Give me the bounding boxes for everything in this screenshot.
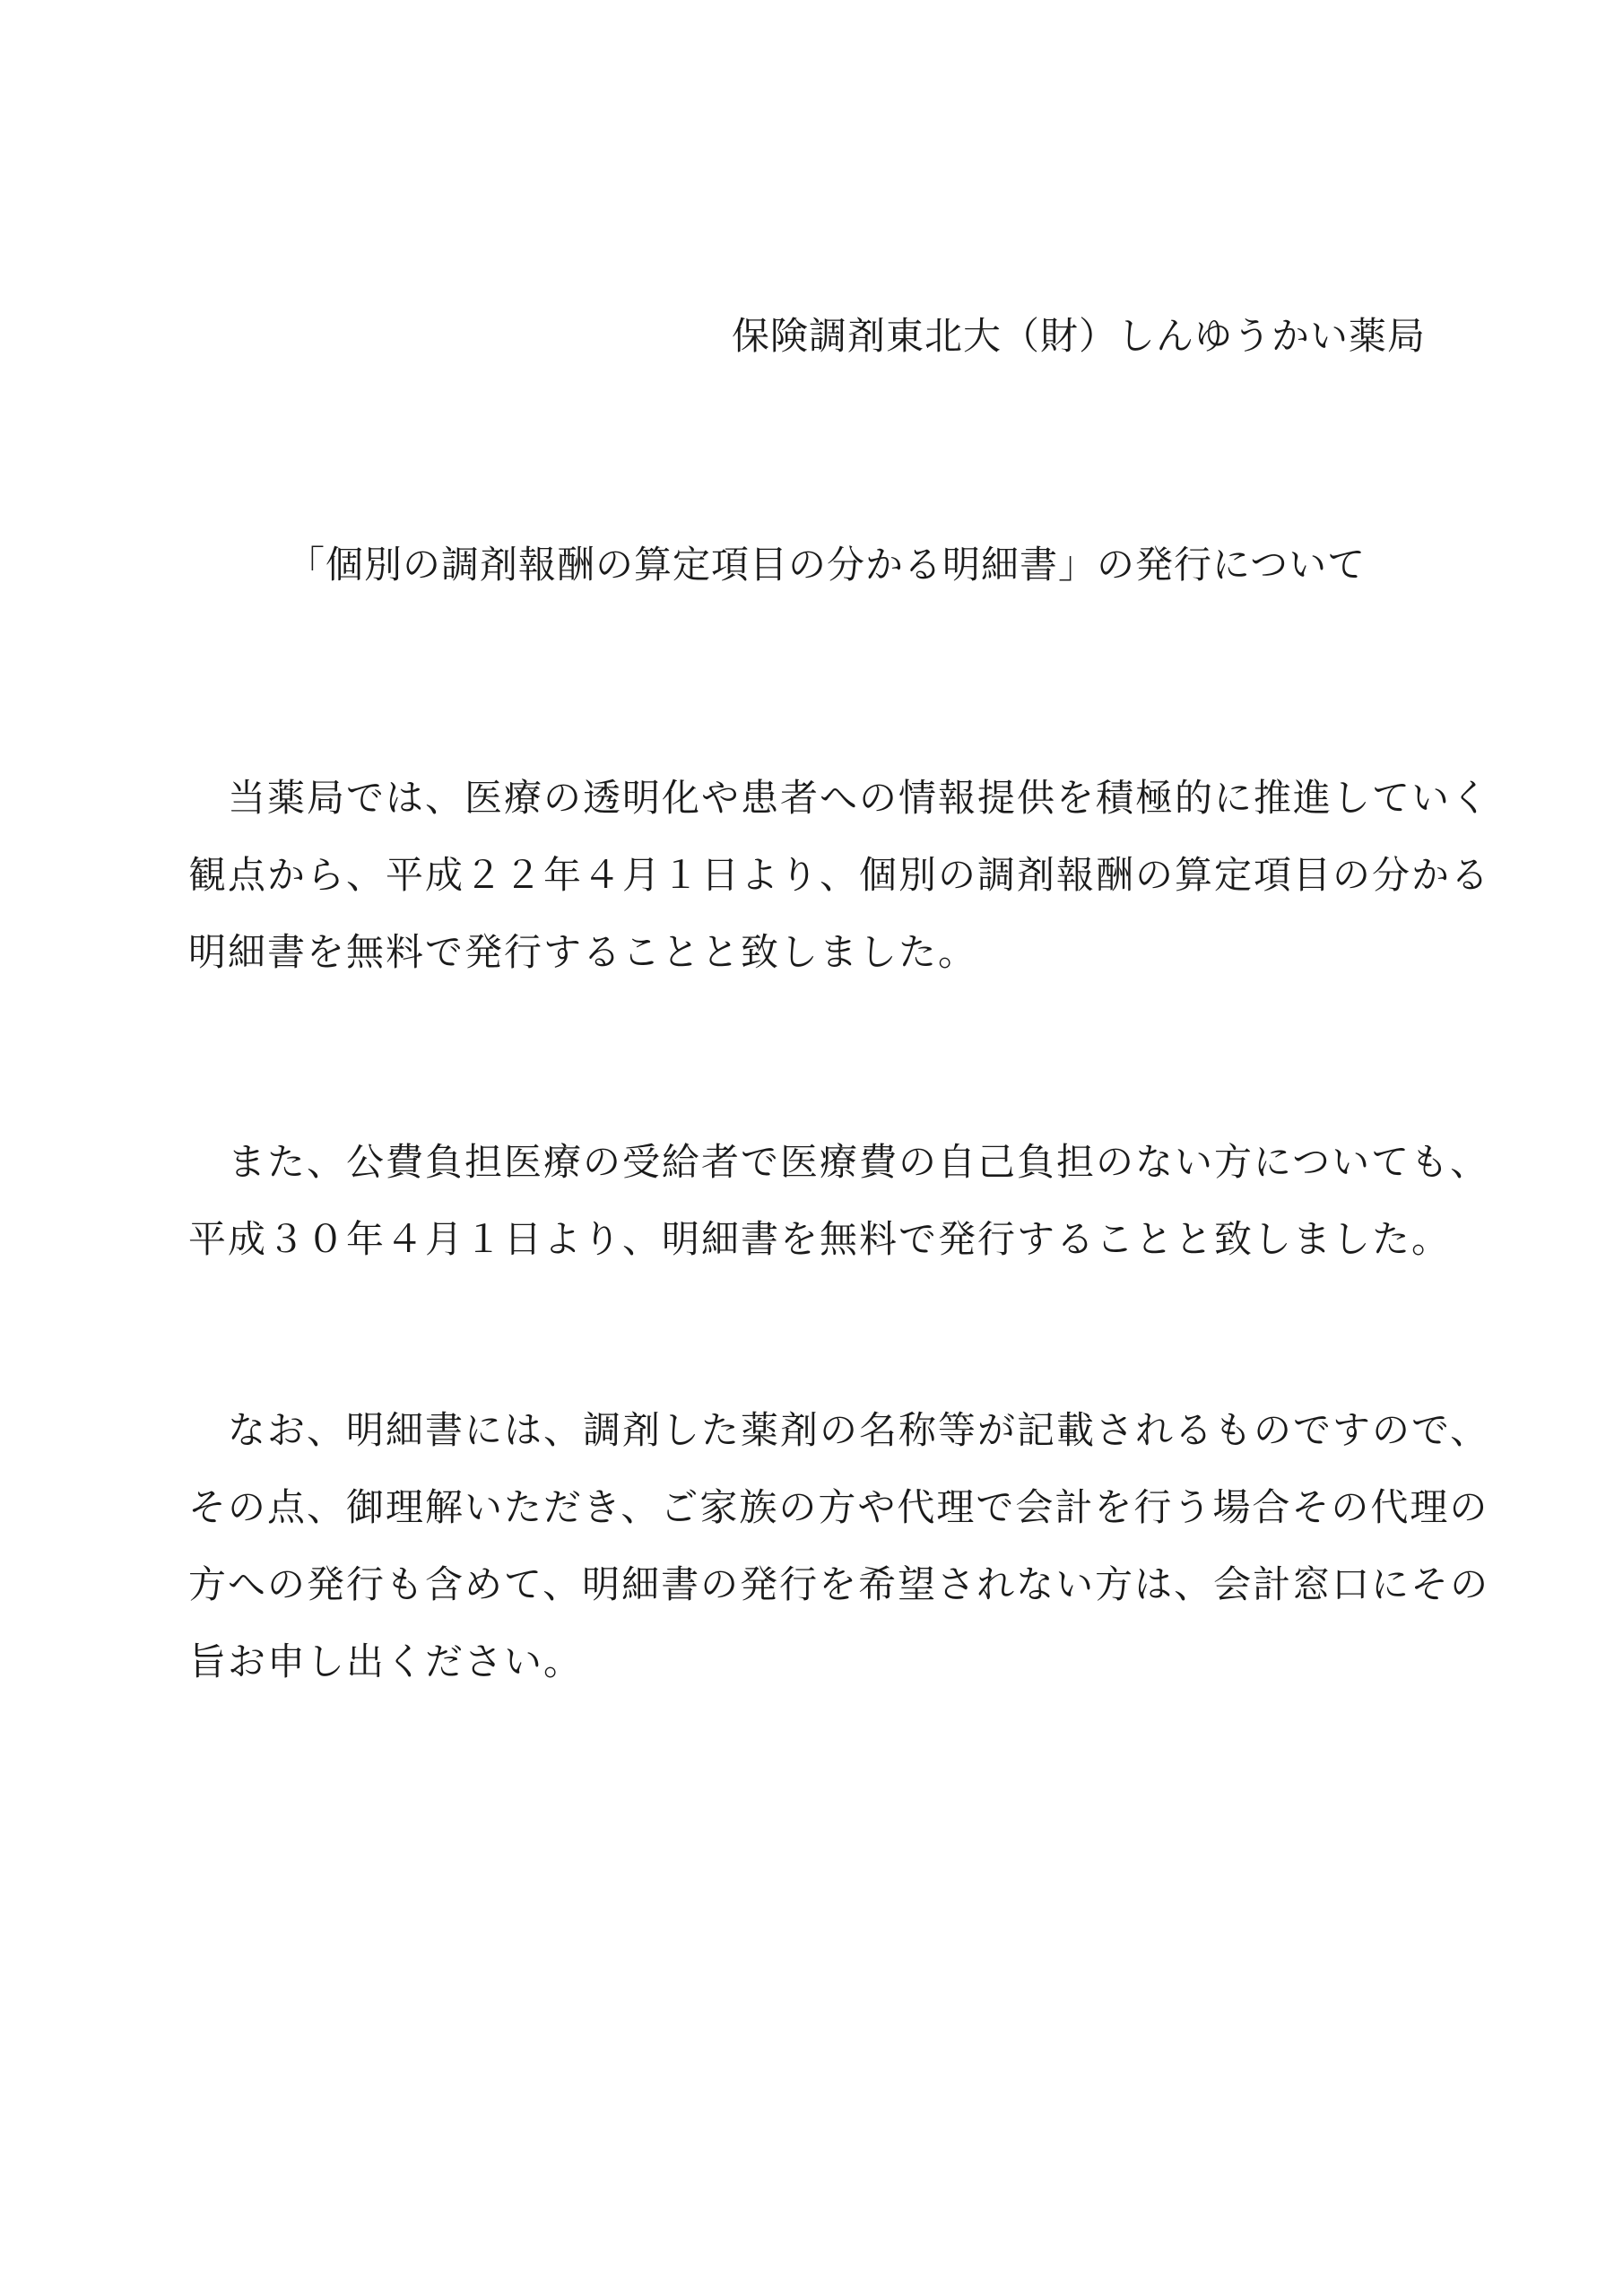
issuer-name: 保険調剤東北大（財）しんゆうかい薬局 — [731, 314, 1426, 358]
paragraph-line: その点、御理解いただき、ご家族の方や代理で会計を行う場合その代理の — [188, 1485, 1489, 1529]
paragraph-line: また、公費負担医療の受給者で医療費の自己負担のない方についても、 — [188, 1140, 1490, 1184]
paragraph-line: 平成３０年４月１日より、明細書を無料で発行することと致しました。 — [188, 1217, 1452, 1261]
paragraph-line: 旨お申し出ください。 — [188, 1639, 584, 1683]
paragraph-line: 明細書を無料で発行することと致しました。 — [188, 930, 978, 974]
paragraph-3 — [188, 1392, 1490, 1700]
paragraph-line: 観点から、平成２２年４月１日より、個別の調剤報酬の算定項目の分かる — [188, 853, 1491, 897]
paragraph-line: 方への発行も含めて、明細書の発行を希望されない方は、会計窓口にその — [188, 1562, 1490, 1606]
paragraph-2 — [188, 1124, 1490, 1278]
paragraph-1 — [188, 760, 1491, 991]
document-title: 「個別の調剤報酬の算定項目の分かる明細書」の発行について — [287, 543, 1367, 587]
paragraph-line: なお、明細書には、調剤した薬剤の名称等が記載されるものですので、 — [188, 1408, 1490, 1452]
paragraph-line: 当薬局では、医療の透明化や患者への情報提供を積極的に推進していく — [188, 776, 1491, 820]
